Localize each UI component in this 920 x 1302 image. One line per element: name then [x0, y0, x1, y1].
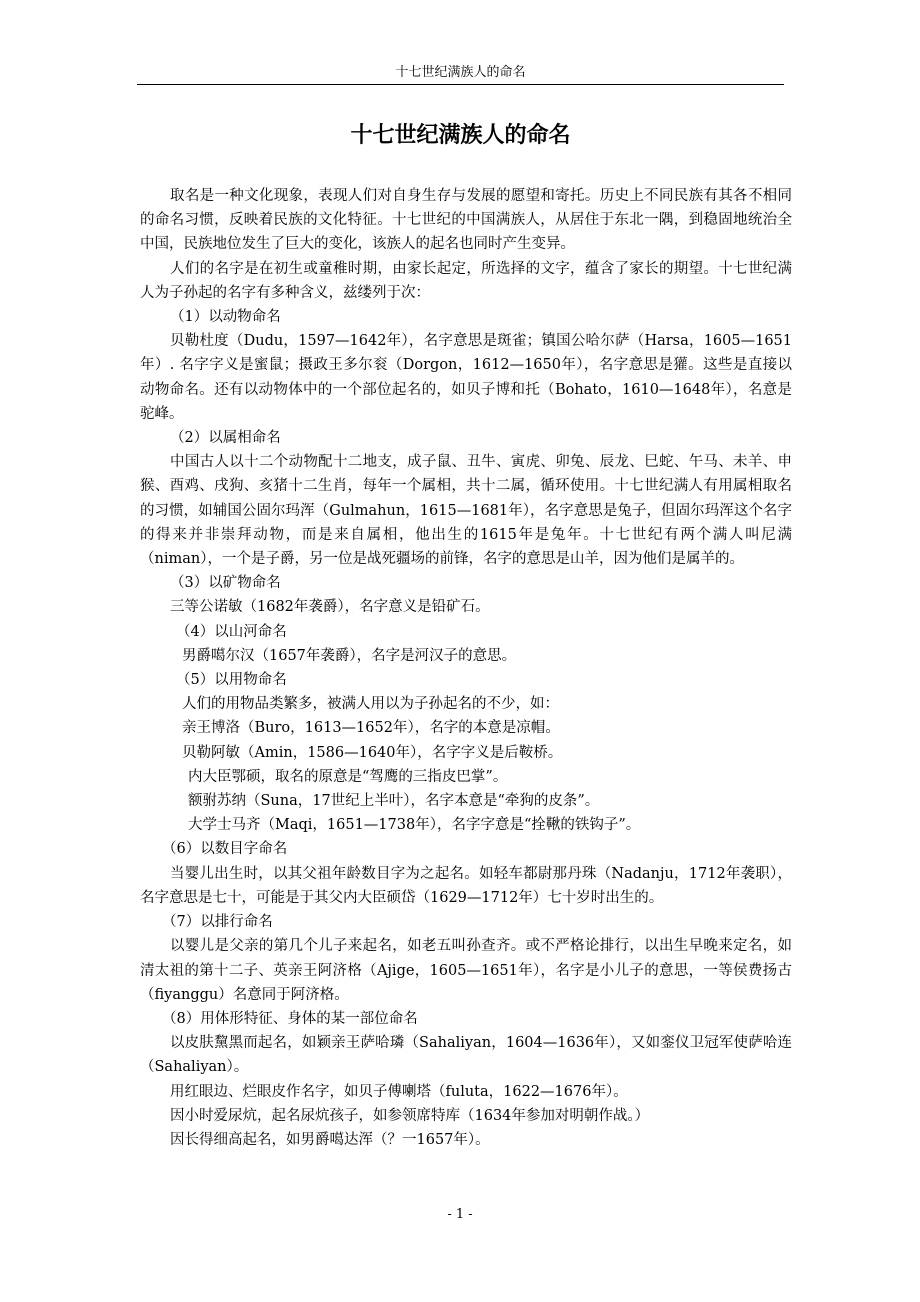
- document-title: 十七世纪满族人的命名: [350, 123, 571, 148]
- paragraph-body-features-bedwetting: 因小时爱尿炕，起名尿炕孩子，如参领席特库（1634年参加对明朝作战。）: [170, 1107, 650, 1124]
- paragraph-numbers: 当婴儿出生时，以其父祖年龄数目字为之起名。如轻车都尉那丹珠（Nadanju，1712年袭职），名字意思是七十，可能是于其父内大臣硕岱（1629—1712年）七十岁时出生的。: [140, 865, 792, 906]
- list-item: 贝勒阿敏（Amin，1586—1640年），名字字义是后鞍桥。: [182, 744, 563, 761]
- list-item: 额驸苏纳（Suna，17世纪上半叶），名字本意是“牵狗的皮条”。: [188, 793, 600, 810]
- running-header: 十七世纪满族人的命名: [395, 65, 526, 80]
- page-number: - 1 -: [447, 1207, 473, 1222]
- section-heading-objects: （5）以用物命名: [176, 672, 287, 689]
- paragraph-animal: 贝勒杜度（Dudu，1597—1642年），名字意思是斑雀；镇国公哈尔萨（Harsa，1605—1651年）. 名字字义是蜜鼠；摄政王多尔衮（Dorgon，1612—1650年），名字意思是獾。这些是直接以动物命名。还有以动物体中的一个部位起名的，如贝子博和托（Bohato，1610—1648年），名意是驼峰。: [140, 333, 792, 422]
- list-item: 内大臣鄂硕，取名的原意是“驾鹰的三指皮巴掌”。: [188, 768, 508, 785]
- paragraph-body-features-tall: 因长得细高起名，如男爵噶达浑（？一1657年）。: [170, 1131, 490, 1148]
- paragraph-intro: 取名是一种文化现象，表现人们对自身生存与发展的愿望和寄托。历史上不同民族有其各不相同的命名习惯，反映着民族的文化特征。十七世纪的中国满族人，从居住于东北一隅，到稳固地统治全中国，民族地位发生了巨大的变化，该族人的起名也同时产生变异。: [140, 188, 792, 253]
- paragraph-body-features: 以皮肤黧黑而起名，如颖亲王萨哈璘（Sahaliyan，1604—1636年），又如銮仪卫冠军使萨哈连（Sahaliyan）。: [140, 1035, 792, 1076]
- list-item: 亲王博洛（Buro，1613—1652年），名字的本意是凉帽。: [182, 720, 560, 737]
- header-rule: [137, 84, 784, 85]
- paragraph-objects-intro: 人们的用物品类繁多，被满人用以为子孙起名的不少，如：: [182, 696, 559, 713]
- section-heading-body-features: （8）用体形特征、身体的某一部位命名: [162, 1010, 418, 1027]
- section-heading-mineral: （3）以矿物命名: [170, 575, 281, 592]
- section-heading-birth-order: （7）以排行命名: [162, 914, 273, 931]
- paragraph-overview: 人们的名字是在初生或童稚时期，由家长起定，所选择的文字，蕴含了家长的期望。十七世纪满人为子孙起的名字有多种含义，兹缕列于次：: [140, 260, 792, 301]
- section-heading-zodiac: （2）以属相命名: [170, 430, 281, 447]
- section-heading-numbers: （6）以数目字命名: [162, 841, 288, 858]
- document-body: [140, 184, 792, 1152]
- section-heading-mountain-river: （4）以山河命名: [176, 623, 287, 640]
- section-heading-animal: （1）以动物命名: [170, 309, 281, 326]
- paragraph-mineral: 三等公诺敏（1682年袭爵），名字意义是铅矿石。: [170, 599, 490, 616]
- paragraph-zodiac: 中国古人以十二个动物配十二地支，成子鼠、丑牛、寅虎、卯兔、辰龙、巳蛇、午马、未羊、申猴、酉鸡、戌狗、亥猪十二生肖，每年一个属相，共十二属，循环使用。十七世纪满人有用属相取名的习惯，如辅国公固尔玛浑（Gulmahun，1615—1681年），名字意思是兔子，但固尔玛浑这个名字的得来并非崇拜动物，而是来自属相，他出生的1615年是兔年。十七世纪有两个满人叫尼满（niman），一个是子爵，另一位是战死疆场的前锋，名字的意思是山羊，因为他们是属羊的。: [140, 454, 792, 568]
- paragraph-body-features-eyes: 用红眼边、烂眼皮作名字，如贝子傅喇塔（fuluta，1622—1676年）。: [170, 1083, 628, 1100]
- list-item: 大学士马齐（Maqi，1651—1738年），名字字意是“拴鞦的铁钩子”。: [188, 817, 641, 834]
- paragraph-birth-order: 以婴儿是父亲的第几个儿子来起名，如老五叫孙查齐。或不严格论排行，以出生早晚来定名，如清太祖的第十二子、英亲王阿济格（Ajige，1605—1651年），名字是小儿子的意思，一等侯费扬古（fiyanggu）名意同于阿济格。: [140, 938, 792, 1003]
- paragraph-mountain-river: 男爵噶尔汉（1657年袭爵），名字是河汉子的意思。: [182, 647, 517, 664]
